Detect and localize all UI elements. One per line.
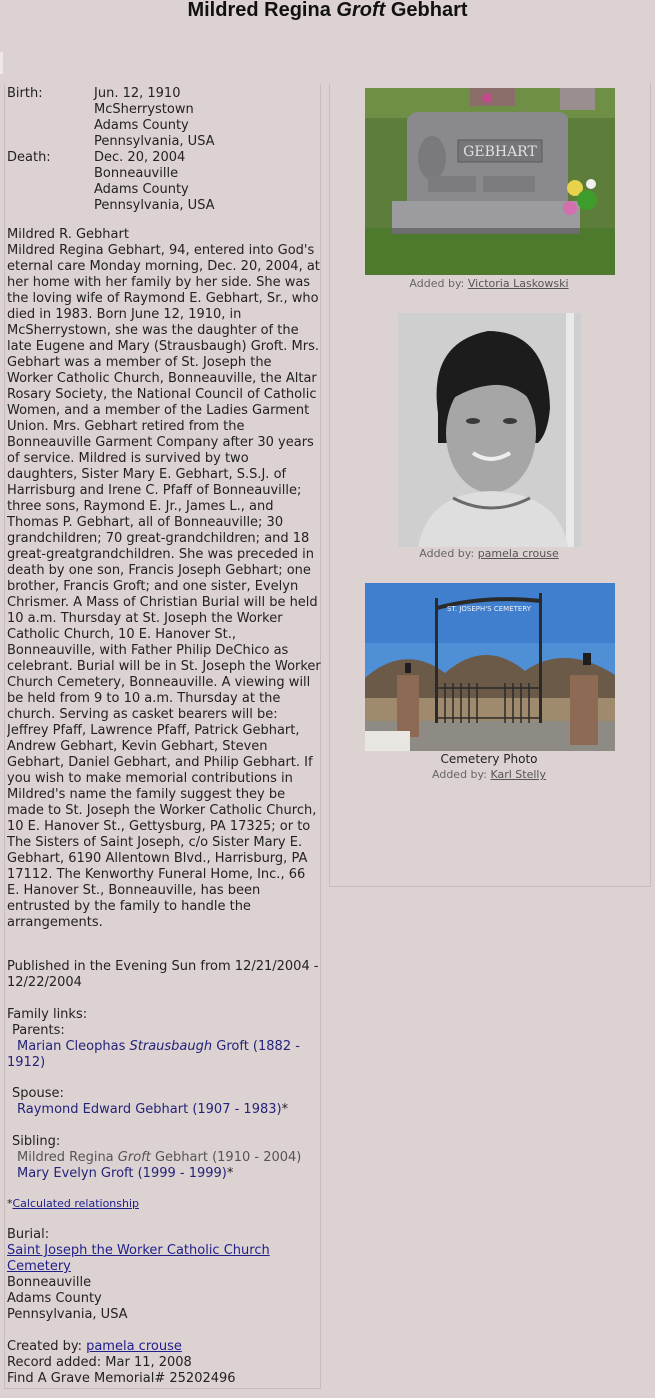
spouse-mark: * bbox=[281, 1102, 289, 1117]
death-town: Bonneauville bbox=[94, 166, 179, 181]
created-by-link[interactable]: pamela crouse bbox=[86, 1339, 182, 1354]
parent-link[interactable] bbox=[7, 1039, 307, 1071]
burial-town: Bonneauville bbox=[7, 1275, 92, 1290]
photo1-caption bbox=[329, 277, 649, 290]
page-title bbox=[0, 0, 655, 20]
spouse-row bbox=[17, 1102, 329, 1118]
photo3-title: Cemetery Photo bbox=[440, 752, 538, 766]
burial-county: Adams County bbox=[7, 1291, 102, 1306]
photo1-caption-prefix: Added by: bbox=[409, 277, 468, 290]
sibling-self-maiden: Groft bbox=[117, 1150, 151, 1165]
death-label: Death: bbox=[7, 150, 51, 165]
cemetery-link-line2[interactable]: Cemetery bbox=[7, 1259, 71, 1274]
created-label: Created by: bbox=[7, 1339, 87, 1354]
obituary-heading: Mildred R. Gebhart bbox=[7, 227, 129, 242]
cemetery-photo[interactable] bbox=[365, 583, 615, 751]
family-links-heading: Family links: bbox=[7, 1007, 88, 1022]
photo3-caption-prefix: Added by: bbox=[432, 768, 491, 781]
photo2-caption-prefix: Added by: bbox=[419, 547, 478, 560]
portrait-image bbox=[398, 313, 581, 547]
photo2-added-by-link[interactable]: pamela crouse bbox=[477, 547, 559, 560]
birth-county: Adams County bbox=[94, 118, 189, 133]
calculated-relationship-link[interactable]: Calculated relationship bbox=[12, 1197, 140, 1210]
spouse-link[interactable]: Raymond Edward Gebhart (1907 - 1983) bbox=[17, 1102, 282, 1117]
title-last: Gebhart bbox=[390, 0, 468, 21]
sibling-self bbox=[17, 1150, 329, 1166]
left-edge-tab bbox=[0, 52, 3, 74]
parent-first[interactable]: Marian Cleophas bbox=[17, 1039, 126, 1054]
death-date: Dec. 20, 2004 bbox=[94, 150, 186, 165]
parent-rest[interactable]: Groft (1882 - 1912) bbox=[7, 1039, 300, 1070]
parent-maiden[interactable]: Strausbaugh bbox=[129, 1039, 213, 1054]
birth-date: Jun. 12, 1910 bbox=[94, 86, 181, 101]
parents-label: Parents: bbox=[12, 1023, 65, 1038]
record-added: Record added: Mar 11, 2008 bbox=[7, 1355, 192, 1370]
title-first: Mildred Regina bbox=[187, 0, 331, 21]
stone-lettering: GEBHART bbox=[463, 144, 537, 160]
burial-label: Burial: bbox=[7, 1227, 50, 1242]
memorial-number: Find A Grave Memorial# 25202496 bbox=[7, 1371, 236, 1386]
photo1-added-by-link[interactable]: Victoria Laskowski bbox=[467, 277, 569, 290]
spouse-label: Spouse: bbox=[12, 1086, 64, 1101]
burial-state: Pennsylvania, USA bbox=[7, 1307, 128, 1322]
death-county: Adams County bbox=[94, 182, 189, 197]
sibling-self-rest: Gebhart (1910 - 2004) bbox=[154, 1150, 302, 1165]
published-note: Published in the Evening Sun from 12/21/2004 - 12/22/2004 bbox=[7, 959, 319, 990]
portrait-photo[interactable] bbox=[398, 313, 581, 547]
calculated-row bbox=[7, 1196, 319, 1212]
cemetery-image bbox=[365, 583, 615, 751]
birth-label: Birth: bbox=[7, 86, 43, 101]
created-by-row bbox=[7, 1339, 319, 1355]
photo3-caption bbox=[329, 768, 649, 781]
photo2-caption bbox=[329, 547, 649, 560]
sibling-label: Sibling: bbox=[12, 1134, 61, 1149]
sibling2-link[interactable]: Mary Evelyn Groft (1999 - 1999) bbox=[17, 1166, 227, 1181]
calc-mark: * bbox=[7, 1197, 13, 1210]
sibling2-row bbox=[17, 1166, 329, 1182]
gravestone-photo[interactable] bbox=[365, 88, 615, 275]
gravestone-image bbox=[365, 88, 615, 275]
death-state: Pennsylvania, USA bbox=[94, 198, 215, 213]
cemetery-link-line1[interactable]: Saint Joseph the Worker Catholic Church bbox=[7, 1243, 270, 1258]
gate-lettering: ST. JOSEPH'S CEMETERY bbox=[446, 605, 532, 613]
title-maiden: Groft bbox=[336, 0, 386, 21]
photo3-added-by-link[interactable]: Karl Stelly bbox=[490, 768, 546, 781]
obituary-text: Mildred Regina Gebhart, 94, entered into God's eternal care Monday morning, Dec. 20, 2004, at her home with her family by her side. She was the loving wife of Raymond E. Gebhart, Sr., who died in 1983. Born June 12, 1910, in McSherrystown, she was the daughter of the late Eugene and Mary (Strausbaugh) Groft. Mrs. Gebhart was a member of St. Joseph the Worker Catholic Church, Bonneauville, the Altar Rosary Society, the National Council of Catholic Women, and a member of the Ladies Garment Union. Mrs. Gebhart retired from the Bonneauville Garment Company after 30 years of service. Mildred is survived by two daughters, Sister Mary E. Gebhart, S.S.J. of Harrisburg and Irene C. Pfaff of Bonneauville; three sons, Raymond E. Jr., James L., and Thomas P. Gebhart, all of Bonneauville; 30 grandchildren; 70 great-grandchildren; and 18 great-greatgrandchildren. She was preceded in death by one son, Francis Joseph Gebhart; one brother, Francis Groft; and one sister, Evelyn Chrismer. A Mass of Christian Burial will be held 10 a.m. Thursday at St. Joseph the Worker Catholic Church, 10 E. Hanover St., Bonneauville, with Father Philip DeChico as celebrant. Burial will be in St. Joseph the Worker Church Cemetery, Bonneauville. A viewing will be held from 9 to 10 a.m. Thursday at the church. Serving as casket bearers will be: Jeffrey Pfaff, Lawrence Pfaff, Patrick Gebhart, Andrew Gebhart, Kevin Gebhart, Steven Gebhart, Daniel Gebhart, and Philip Gebhart. If you wish to make memorial contributions in Mildred's name the family suggest they be made to St. Joseph the Worker Catholic Church, 10 E. Hanover St., Gettysburg, PA 17325; or to The Sisters of Saint Joseph, c/o Sister Mary E. Gebhart, 6190 Allentown Blvd., Harrisburg, PA 17112. The Kenworthy Funeral Home, Inc., 66 E. Hanover St., Bonneauville, has been entrusted by the family to handle the arrangements. bbox=[7, 243, 321, 930]
sibling-self-first: Mildred Regina bbox=[17, 1150, 114, 1165]
birth-state: Pennsylvania, USA bbox=[94, 134, 215, 149]
sibling2-mark: * bbox=[226, 1166, 234, 1181]
obituary bbox=[7, 227, 321, 957]
birth-town: McSherrystown bbox=[94, 102, 194, 117]
